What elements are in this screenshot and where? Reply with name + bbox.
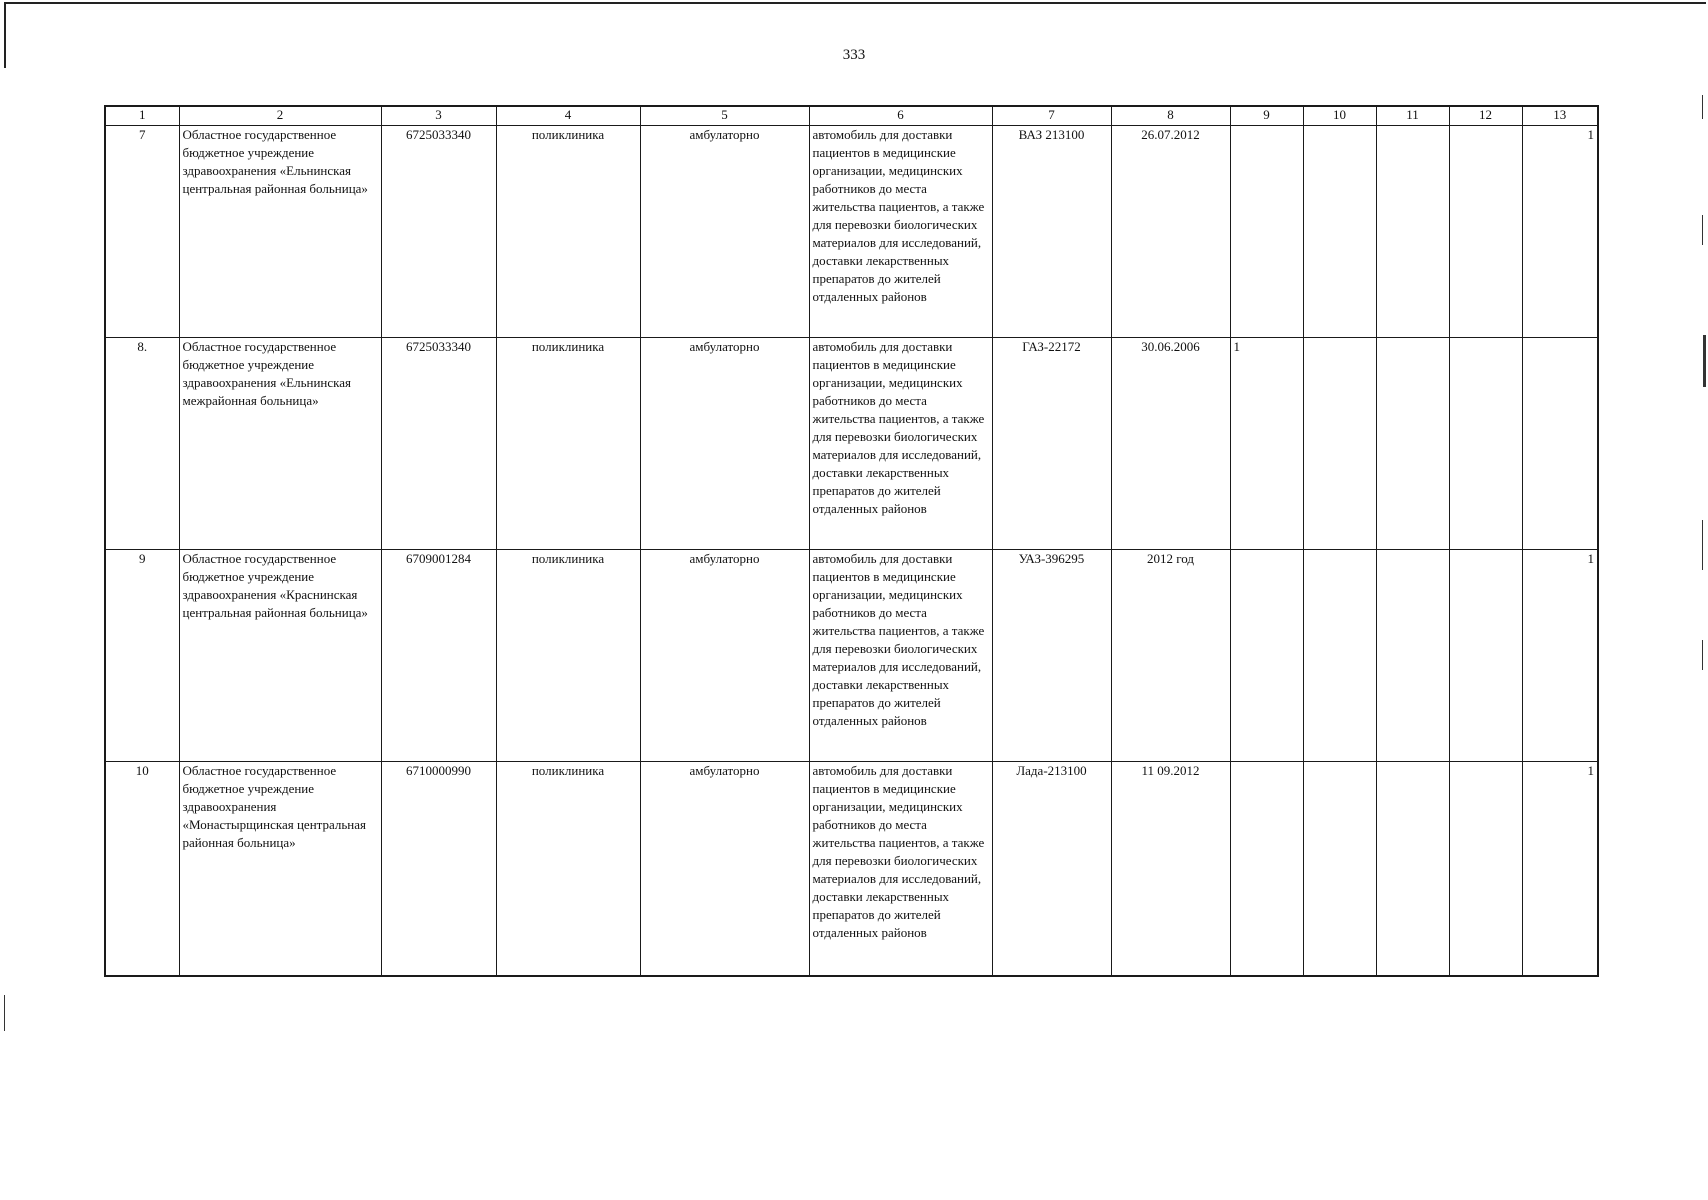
care-form: амбулаторно xyxy=(640,762,809,976)
column-header-2: 2 xyxy=(179,106,381,126)
cell-col-12 xyxy=(1449,126,1522,338)
vehicle-date: 11 09.2012 xyxy=(1111,762,1230,976)
column-header-7: 7 xyxy=(992,106,1111,126)
cell-col-9 xyxy=(1230,762,1303,976)
vehicle-date: 26.07.2012 xyxy=(1111,126,1230,338)
cell-col-9 xyxy=(1230,126,1303,338)
inn-code: 6709001284 xyxy=(381,550,496,762)
vehicle-model: ВАЗ 213100 xyxy=(992,126,1111,338)
column-header-3: 3 xyxy=(381,106,496,126)
cell-col-12 xyxy=(1449,550,1522,762)
cell-col-10 xyxy=(1303,126,1376,338)
inn-code: 6725033340 xyxy=(381,126,496,338)
cell-col-12 xyxy=(1449,338,1522,550)
column-header-10: 10 xyxy=(1303,106,1376,126)
scan-mark-right-3 xyxy=(1703,335,1706,387)
vehicle-purpose: автомобиль для доставки пациентов в медицинские организации, медицинских работников до места жительства пациентов, а также для перевозки биологических материалов для исследований, доставки лекарственных препаратов до жителей отдаленных районов xyxy=(809,762,992,976)
cell-col-11 xyxy=(1376,550,1449,762)
row-number: 9 xyxy=(105,550,179,762)
cell-col-10 xyxy=(1303,762,1376,976)
column-header-6: 6 xyxy=(809,106,992,126)
vehicle-purpose: автомобиль для доставки пациентов в медицинские организации, медицинских работников до места жительства пациентов, а также для перевозки биологических материалов для исследований, доставки лекарственных препаратов до жителей отдаленных районов xyxy=(809,338,992,550)
cell-col-13: 1 xyxy=(1522,762,1598,976)
column-header-12: 12 xyxy=(1449,106,1522,126)
unit-type: поликлиника xyxy=(496,338,640,550)
table-row xyxy=(105,550,1598,762)
care-form: амбулаторно xyxy=(640,338,809,550)
cell-col-11 xyxy=(1376,338,1449,550)
unit-type: поликлиника xyxy=(496,762,640,976)
scan-mark-right-5 xyxy=(1702,640,1703,670)
scan-mark-right-2 xyxy=(1702,215,1703,245)
vehicle-model: УАЗ-396295 xyxy=(992,550,1111,762)
column-header-4: 4 xyxy=(496,106,640,126)
cell-col-11 xyxy=(1376,762,1449,976)
cell-col-13 xyxy=(1522,338,1598,550)
scan-top-border xyxy=(6,2,1706,4)
cell-col-13: 1 xyxy=(1522,126,1598,338)
column-header-9: 9 xyxy=(1230,106,1303,126)
organization-name: Областное государственное бюджетное учреждение здравоохранения «Ельнинская межрайонная больница» xyxy=(179,338,381,550)
vehicle-model: Лада-213100 xyxy=(992,762,1111,976)
column-header-8: 8 xyxy=(1111,106,1230,126)
column-header-11: 11 xyxy=(1376,106,1449,126)
cell-col-12 xyxy=(1449,762,1522,976)
scan-mark-right-4 xyxy=(1702,520,1703,570)
table-row xyxy=(105,762,1598,976)
vehicle-date: 30.06.2006 xyxy=(1111,338,1230,550)
vehicle-purpose: автомобиль для доставки пациентов в медицинские организации, медицинских работников до места жительства пациентов, а также для перевозки биологических материалов для исследований, доставки лекарственных препаратов до жителей отдаленных районов xyxy=(809,126,992,338)
row-number: 8. xyxy=(105,338,179,550)
column-number-row xyxy=(105,106,1598,126)
cell-col-10 xyxy=(1303,550,1376,762)
vehicle-date: 2012 год xyxy=(1111,550,1230,762)
cell-col-10 xyxy=(1303,338,1376,550)
unit-type: поликлиника xyxy=(496,126,640,338)
cell-col-9 xyxy=(1230,550,1303,762)
organization-name: Областное государственное бюджетное учреждение здравоохранения «Краснинская центральная районная больница» xyxy=(179,550,381,762)
cell-col-11 xyxy=(1376,126,1449,338)
column-header-5: 5 xyxy=(640,106,809,126)
inn-code: 6725033340 xyxy=(381,338,496,550)
organization-name: Областное государственное бюджетное учреждение здравоохранения «Ельнинская центральная районная больница» xyxy=(179,126,381,338)
table-row xyxy=(105,126,1598,338)
table-row xyxy=(105,338,1598,550)
row-number: 10 xyxy=(105,762,179,976)
cell-col-13: 1 xyxy=(1522,550,1598,762)
column-header-1: 1 xyxy=(105,106,179,126)
scan-mark-right-1 xyxy=(1702,95,1703,119)
vehicle-model: ГАЗ-22172 xyxy=(992,338,1111,550)
row-number: 7 xyxy=(105,126,179,338)
unit-type: поликлиника xyxy=(496,550,640,762)
scan-mark-left-1 xyxy=(4,995,5,1031)
care-form: амбулаторно xyxy=(640,126,809,338)
organization-name: Областное государственное бюджетное учреждение здравоохранения «Монастырщинская центральная районная больница» xyxy=(179,762,381,976)
inn-code: 6710000990 xyxy=(381,762,496,976)
vehicle-purpose: автомобиль для доставки пациентов в медицинские организации, медицинских работников до места жительства пациентов, а также для перевозки биологических материалов для исследований, доставки лекарственных препаратов до жителей отдаленных районов xyxy=(809,550,992,762)
page-number: 333 xyxy=(842,47,866,63)
care-form: амбулаторно xyxy=(640,550,809,762)
cell-col-9: 1 xyxy=(1230,338,1303,550)
column-header-13: 13 xyxy=(1522,106,1598,126)
register-table xyxy=(104,105,1599,977)
